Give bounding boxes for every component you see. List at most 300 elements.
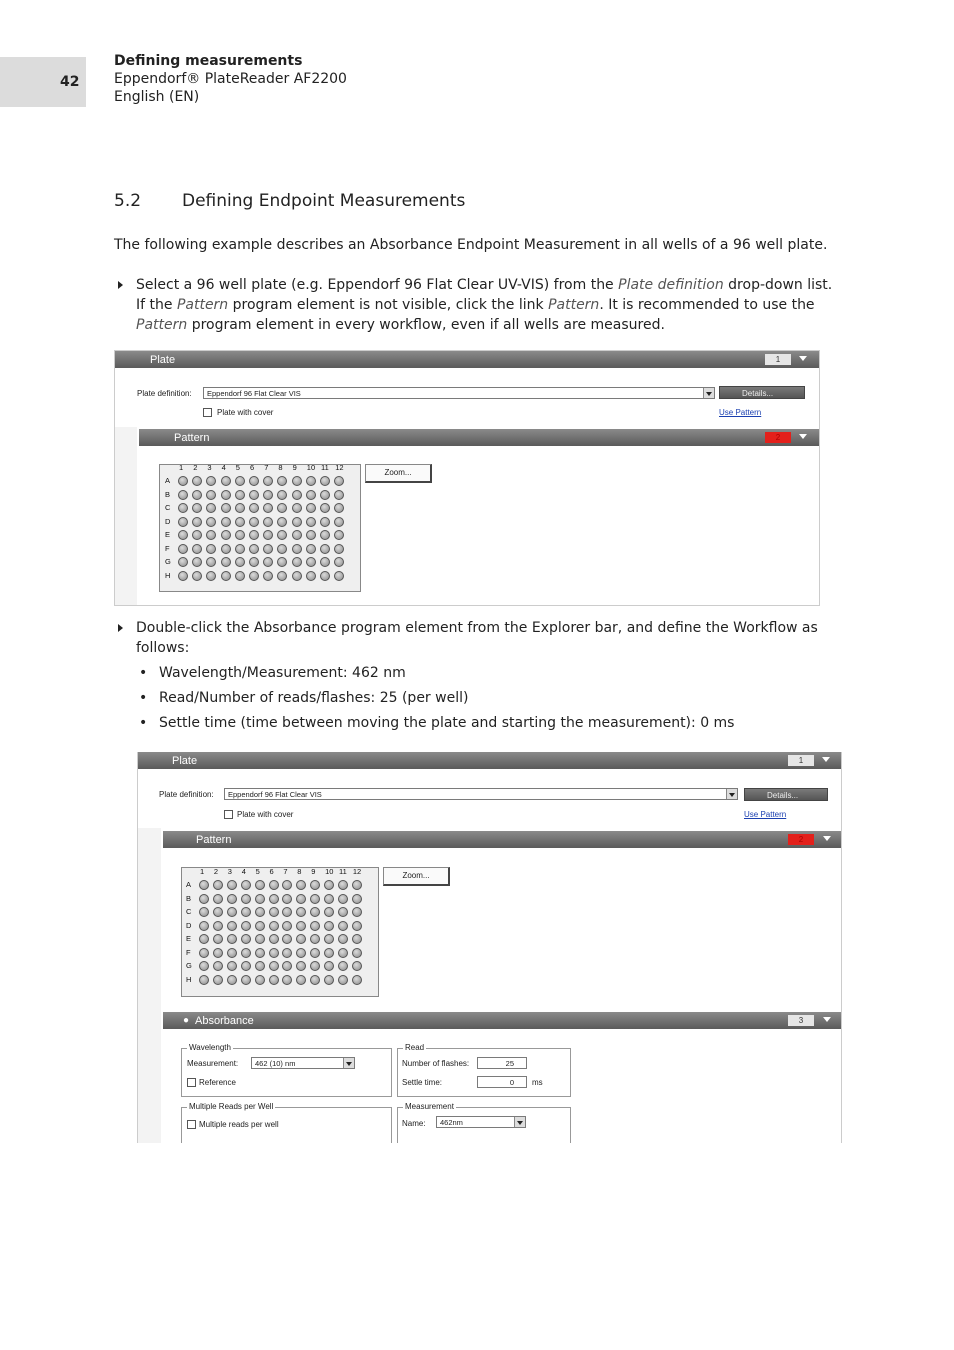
well[interactable] xyxy=(206,544,216,554)
well[interactable] xyxy=(277,557,287,567)
bullet-dot-icon: • xyxy=(139,665,148,681)
well[interactable] xyxy=(241,948,251,958)
well[interactable] xyxy=(310,907,320,917)
well[interactable] xyxy=(352,907,362,917)
dropdown-arrow-icon[interactable] xyxy=(343,1058,354,1068)
column-label: 12 xyxy=(335,463,344,472)
well[interactable] xyxy=(263,503,273,513)
bullet-text: Read/Number of reads/flashes: 25 (per well) xyxy=(159,690,469,706)
well[interactable] xyxy=(320,517,330,527)
plate-bar[interactable] xyxy=(138,752,841,769)
well[interactable] xyxy=(192,490,202,500)
column-label: 2 xyxy=(213,867,219,876)
well[interactable] xyxy=(221,530,231,540)
well[interactable] xyxy=(352,921,362,931)
chevron-down-icon[interactable] xyxy=(823,836,831,841)
well[interactable] xyxy=(292,503,302,513)
well[interactable] xyxy=(338,934,348,944)
well[interactable] xyxy=(324,948,334,958)
well[interactable] xyxy=(296,921,306,931)
well[interactable] xyxy=(296,894,306,904)
row-label: B xyxy=(186,893,192,903)
well[interactable] xyxy=(306,557,316,567)
column-label: 10 xyxy=(325,867,334,876)
well[interactable] xyxy=(296,934,306,944)
plate-definition-term: Plate definition xyxy=(618,277,724,293)
bullet-item xyxy=(139,688,469,708)
well[interactable] xyxy=(352,880,362,890)
well[interactable] xyxy=(206,517,216,527)
well[interactable] xyxy=(282,948,292,958)
well[interactable] xyxy=(324,975,334,985)
well[interactable] xyxy=(199,948,209,958)
well[interactable] xyxy=(192,517,202,527)
well[interactable] xyxy=(178,544,188,554)
well[interactable] xyxy=(296,880,306,890)
well[interactable] xyxy=(263,571,273,581)
well[interactable] xyxy=(310,934,320,944)
well[interactable] xyxy=(277,476,287,486)
well[interactable] xyxy=(320,530,330,540)
well[interactable] xyxy=(320,557,330,567)
well[interactable] xyxy=(292,571,302,581)
plate-step-number: 1 xyxy=(788,755,814,766)
well[interactable] xyxy=(255,907,265,917)
row-label: E xyxy=(186,934,192,943)
left-gutter xyxy=(138,828,161,1143)
zoom-button[interactable]: Zoom... xyxy=(365,464,432,483)
plate-with-cover-label: Plate with cover xyxy=(237,810,294,819)
column-label: 11 xyxy=(339,867,347,876)
plate-title: Plate xyxy=(172,755,198,767)
well[interactable] xyxy=(199,921,209,931)
well[interactable] xyxy=(178,517,188,527)
well[interactable] xyxy=(227,880,237,890)
well[interactable] xyxy=(227,948,237,958)
well[interactable] xyxy=(221,490,231,500)
well[interactable] xyxy=(221,544,231,554)
well[interactable] xyxy=(282,907,292,917)
page-number: 42 xyxy=(60,74,80,90)
pattern-step-number: 2 xyxy=(765,432,791,443)
reference-label: Reference xyxy=(199,1078,236,1087)
column-label: 1 xyxy=(200,867,205,876)
well[interactable] xyxy=(334,476,344,486)
well[interactable] xyxy=(206,530,216,540)
step-1-text: Select a 96 well plate (e.g. Eppendorf 96 Flat Clear UV-VIS) from the xyxy=(136,277,619,293)
well[interactable] xyxy=(227,921,237,931)
well-plate-grid[interactable] xyxy=(181,867,379,997)
well[interactable] xyxy=(324,934,334,944)
well[interactable] xyxy=(227,934,237,944)
well[interactable] xyxy=(213,894,223,904)
measurement-group-title: Measurement xyxy=(405,1102,454,1111)
well[interactable] xyxy=(338,948,348,958)
screenshot-plate-pattern xyxy=(114,350,820,606)
well[interactable] xyxy=(282,880,292,890)
well[interactable] xyxy=(269,921,279,931)
well[interactable] xyxy=(269,975,279,985)
well[interactable] xyxy=(206,490,216,500)
use-pattern-link[interactable]: Use Pattern xyxy=(719,408,762,417)
well[interactable] xyxy=(249,476,259,486)
bullet-text: Settle time (time between moving the plate and starting the measurement): 0 ms xyxy=(159,715,735,731)
well[interactable] xyxy=(199,894,209,904)
use-pattern-link[interactable]: Use Pattern xyxy=(744,810,787,819)
column-label: 7 xyxy=(283,867,288,876)
well[interactable] xyxy=(282,934,292,944)
well[interactable] xyxy=(338,880,348,890)
well[interactable] xyxy=(213,975,223,985)
column-label: 11 xyxy=(321,463,329,472)
well[interactable] xyxy=(277,544,287,554)
well[interactable] xyxy=(320,476,330,486)
settle-time-unit: ms xyxy=(532,1078,543,1087)
well[interactable] xyxy=(352,961,362,971)
pattern-step-number: 2 xyxy=(788,834,814,845)
well[interactable] xyxy=(292,476,302,486)
column-label: 2 xyxy=(193,463,198,472)
step-2-text: Double-click the Absorbance program element from the Explorer bar, and define the Workflow as follows: xyxy=(136,620,818,656)
product-name: Eppendorf® PlateReader AF2200 xyxy=(114,71,347,87)
well[interactable] xyxy=(320,544,330,554)
multiple-reads-group-title: Multiple Reads per Well xyxy=(189,1102,274,1111)
pattern-term: Pattern xyxy=(548,297,600,313)
well[interactable] xyxy=(334,517,344,527)
column-label: 5 xyxy=(235,463,240,472)
well[interactable] xyxy=(263,476,273,486)
well[interactable] xyxy=(249,517,259,527)
well[interactable] xyxy=(235,503,245,513)
well[interactable] xyxy=(227,961,237,971)
plate-definition-select[interactable] xyxy=(203,387,715,399)
well[interactable] xyxy=(277,530,287,540)
well[interactable] xyxy=(334,530,344,540)
well[interactable] xyxy=(235,544,245,554)
well[interactable] xyxy=(269,948,279,958)
well[interactable] xyxy=(334,571,344,581)
row-label: G xyxy=(165,557,171,566)
well[interactable] xyxy=(292,557,302,567)
well[interactable] xyxy=(352,894,362,904)
well[interactable] xyxy=(227,975,237,985)
well[interactable] xyxy=(178,503,188,513)
well-plate-grid[interactable] xyxy=(159,464,361,592)
plate-definition-select[interactable] xyxy=(224,788,738,800)
wavelength-group xyxy=(181,1043,392,1097)
measurement-value: 462 (10) nm xyxy=(255,1059,296,1068)
well[interactable] xyxy=(241,934,251,944)
read-group-title: Read xyxy=(405,1043,425,1052)
well[interactable] xyxy=(277,517,287,527)
dropdown-arrow-icon[interactable] xyxy=(514,1117,525,1127)
wavelength-group-title: Wavelength xyxy=(189,1043,231,1052)
well[interactable] xyxy=(178,530,188,540)
well[interactable] xyxy=(310,961,320,971)
well[interactable] xyxy=(255,894,265,904)
well[interactable] xyxy=(296,975,306,985)
well[interactable] xyxy=(320,490,330,500)
plate-with-cover-checkbox[interactable] xyxy=(224,810,233,819)
well[interactable] xyxy=(213,961,223,971)
chevron-down-icon[interactable] xyxy=(799,356,807,361)
well[interactable] xyxy=(241,907,251,917)
well[interactable] xyxy=(277,571,287,581)
column-label: 6 xyxy=(269,867,274,876)
pattern-bar[interactable] xyxy=(163,831,841,848)
well[interactable] xyxy=(282,975,292,985)
multiple-reads-label: Multiple reads per well xyxy=(199,1120,279,1129)
well[interactable] xyxy=(338,894,348,904)
well[interactable] xyxy=(235,490,245,500)
language: English (EN) xyxy=(114,89,200,105)
well[interactable] xyxy=(206,557,216,567)
chevron-down-icon[interactable] xyxy=(823,1017,831,1022)
well[interactable] xyxy=(241,961,251,971)
well[interactable] xyxy=(338,921,348,931)
page-number-tab xyxy=(0,57,86,107)
well[interactable] xyxy=(263,490,273,500)
column-label: 9 xyxy=(311,867,316,876)
well[interactable] xyxy=(310,921,320,931)
well[interactable] xyxy=(296,961,306,971)
chevron-down-icon[interactable] xyxy=(822,757,830,762)
well[interactable] xyxy=(178,490,188,500)
well[interactable] xyxy=(235,530,245,540)
well[interactable] xyxy=(296,948,306,958)
well[interactable] xyxy=(352,934,362,944)
well[interactable] xyxy=(235,476,245,486)
plate-with-cover-checkbox[interactable] xyxy=(203,408,212,417)
column-label: 8 xyxy=(297,867,302,876)
well[interactable] xyxy=(310,894,320,904)
well[interactable] xyxy=(292,530,302,540)
well[interactable] xyxy=(199,975,209,985)
well[interactable] xyxy=(277,490,287,500)
well[interactable] xyxy=(178,557,188,567)
flashes-spinner[interactable] xyxy=(477,1057,527,1069)
well[interactable] xyxy=(213,948,223,958)
settle-time-label: Settle time: xyxy=(402,1078,443,1087)
well[interactable] xyxy=(199,907,209,917)
well[interactable] xyxy=(282,894,292,904)
well[interactable] xyxy=(241,975,251,985)
plate-definition-value: Eppendorf 96 Flat Clear VIS xyxy=(207,389,301,398)
well[interactable] xyxy=(249,571,259,581)
well[interactable] xyxy=(249,530,259,540)
well[interactable] xyxy=(310,880,320,890)
well[interactable] xyxy=(334,503,344,513)
well[interactable] xyxy=(306,571,316,581)
expand-icon[interactable]: ● xyxy=(183,1015,190,1026)
well[interactable] xyxy=(255,880,265,890)
well[interactable] xyxy=(352,948,362,958)
section-title: Defining Endpoint Measurements xyxy=(182,191,466,211)
column-label: 3 xyxy=(227,867,232,876)
well[interactable] xyxy=(324,880,334,890)
name-select[interactable] xyxy=(436,1116,526,1128)
well[interactable] xyxy=(292,490,302,500)
absorbance-title: Absorbance xyxy=(195,1015,254,1027)
well[interactable] xyxy=(221,503,231,513)
well[interactable] xyxy=(269,961,279,971)
dropdown-arrow-icon[interactable] xyxy=(726,789,737,799)
well[interactable] xyxy=(199,961,209,971)
well[interactable] xyxy=(338,961,348,971)
well[interactable] xyxy=(241,921,251,931)
well[interactable] xyxy=(334,490,344,500)
well[interactable] xyxy=(334,557,344,567)
bullet-dot-icon: • xyxy=(139,715,148,731)
well[interactable] xyxy=(241,880,251,890)
well[interactable] xyxy=(235,557,245,567)
well[interactable] xyxy=(338,975,348,985)
well[interactable] xyxy=(255,975,265,985)
step-1-text: program element in every workflow, even if all wells are measured. xyxy=(187,317,665,333)
well[interactable] xyxy=(255,948,265,958)
well[interactable] xyxy=(221,557,231,567)
well[interactable] xyxy=(192,476,202,486)
well[interactable] xyxy=(292,544,302,554)
row-label: F xyxy=(165,543,170,553)
well[interactable] xyxy=(249,503,259,513)
well[interactable] xyxy=(320,503,330,513)
well[interactable] xyxy=(235,571,245,581)
well[interactable] xyxy=(352,975,362,985)
intro-paragraph: The following example describes an Absorbance Endpoint Measurement in all wells of a 96 well plate. xyxy=(114,237,828,253)
well[interactable] xyxy=(306,490,316,500)
flashes-value: 25 xyxy=(505,1059,514,1068)
well[interactable] xyxy=(306,530,316,540)
reference-checkbox[interactable] xyxy=(187,1078,196,1087)
well[interactable] xyxy=(269,880,279,890)
bullet-item xyxy=(139,663,406,683)
well[interactable] xyxy=(263,517,273,527)
dropdown-arrow-icon[interactable] xyxy=(703,388,714,398)
well[interactable] xyxy=(206,503,216,513)
pattern-bar[interactable] xyxy=(139,429,819,446)
plate-definition-label: Plate definition: xyxy=(137,389,192,398)
plate-title: Plate xyxy=(150,354,176,366)
well[interactable] xyxy=(249,490,259,500)
well[interactable] xyxy=(192,530,202,540)
column-label: 5 xyxy=(255,867,260,876)
well[interactable] xyxy=(320,571,330,581)
well[interactable] xyxy=(241,894,251,904)
well[interactable] xyxy=(178,476,188,486)
settle-time-spinner[interactable] xyxy=(477,1076,527,1088)
zoom-button[interactable]: Zoom... xyxy=(383,867,450,886)
well[interactable] xyxy=(277,503,287,513)
well[interactable] xyxy=(306,544,316,554)
chevron-down-icon[interactable] xyxy=(799,434,807,439)
left-gutter xyxy=(115,427,137,605)
measurement-select[interactable] xyxy=(251,1057,355,1069)
settle-time-value: 0 xyxy=(509,1078,514,1087)
well[interactable] xyxy=(206,476,216,486)
well[interactable] xyxy=(221,571,231,581)
well[interactable] xyxy=(306,517,316,527)
well[interactable] xyxy=(310,948,320,958)
well[interactable] xyxy=(221,476,231,486)
well[interactable] xyxy=(282,961,292,971)
well[interactable] xyxy=(263,557,273,567)
well[interactable] xyxy=(213,934,223,944)
well[interactable] xyxy=(263,530,273,540)
details-button[interactable]: Details... xyxy=(719,386,805,399)
row-label: G xyxy=(186,961,192,970)
name-value: 462nm xyxy=(440,1118,463,1127)
well[interactable] xyxy=(292,517,302,527)
well[interactable] xyxy=(306,476,316,486)
well[interactable] xyxy=(255,961,265,971)
row-label: B xyxy=(165,489,171,499)
well[interactable] xyxy=(324,907,334,917)
well[interactable] xyxy=(324,921,334,931)
well[interactable] xyxy=(255,934,265,944)
well[interactable] xyxy=(324,894,334,904)
details-button[interactable]: Details... xyxy=(744,788,828,801)
well[interactable] xyxy=(221,517,231,527)
well[interactable] xyxy=(213,907,223,917)
row-label: F xyxy=(186,947,191,957)
well[interactable] xyxy=(334,544,344,554)
row-label: H xyxy=(165,570,171,580)
column-label: 9 xyxy=(292,463,297,472)
plate-definition-value: Eppendorf 96 Flat Clear VIS xyxy=(228,790,322,799)
well[interactable] xyxy=(206,571,216,581)
well[interactable] xyxy=(306,503,316,513)
well[interactable] xyxy=(178,571,188,581)
running-header xyxy=(114,52,347,106)
plate-bar[interactable] xyxy=(115,351,819,368)
step-1-text: program element is not visible, click the link xyxy=(228,297,549,313)
well[interactable] xyxy=(310,975,320,985)
read-group xyxy=(397,1043,571,1097)
multiple-reads-checkbox[interactable] xyxy=(187,1120,196,1129)
well[interactable] xyxy=(213,921,223,931)
column-label: 6 xyxy=(250,463,255,472)
well[interactable] xyxy=(213,880,223,890)
well[interactable] xyxy=(199,880,209,890)
well[interactable] xyxy=(324,961,334,971)
well[interactable] xyxy=(192,544,202,554)
well[interactable] xyxy=(192,571,202,581)
well[interactable] xyxy=(269,907,279,917)
absorbance-bar[interactable] xyxy=(163,1012,841,1029)
well[interactable] xyxy=(227,894,237,904)
plate-definition-label: Plate definition: xyxy=(159,790,214,799)
well[interactable] xyxy=(192,503,202,513)
well[interactable] xyxy=(235,517,245,527)
well[interactable] xyxy=(199,934,209,944)
well[interactable] xyxy=(227,907,237,917)
well[interactable] xyxy=(192,557,202,567)
section-heading xyxy=(114,191,465,211)
well[interactable] xyxy=(249,544,259,554)
well[interactable] xyxy=(269,894,279,904)
well[interactable] xyxy=(296,907,306,917)
well[interactable] xyxy=(338,907,348,917)
plate-with-cover-label: Plate with cover xyxy=(217,408,274,417)
well[interactable] xyxy=(269,934,279,944)
well[interactable] xyxy=(249,557,259,567)
well[interactable] xyxy=(263,544,273,554)
well[interactable] xyxy=(255,921,265,931)
well[interactable] xyxy=(282,921,292,931)
column-label: 1 xyxy=(179,463,184,472)
column-label: 3 xyxy=(207,463,212,472)
